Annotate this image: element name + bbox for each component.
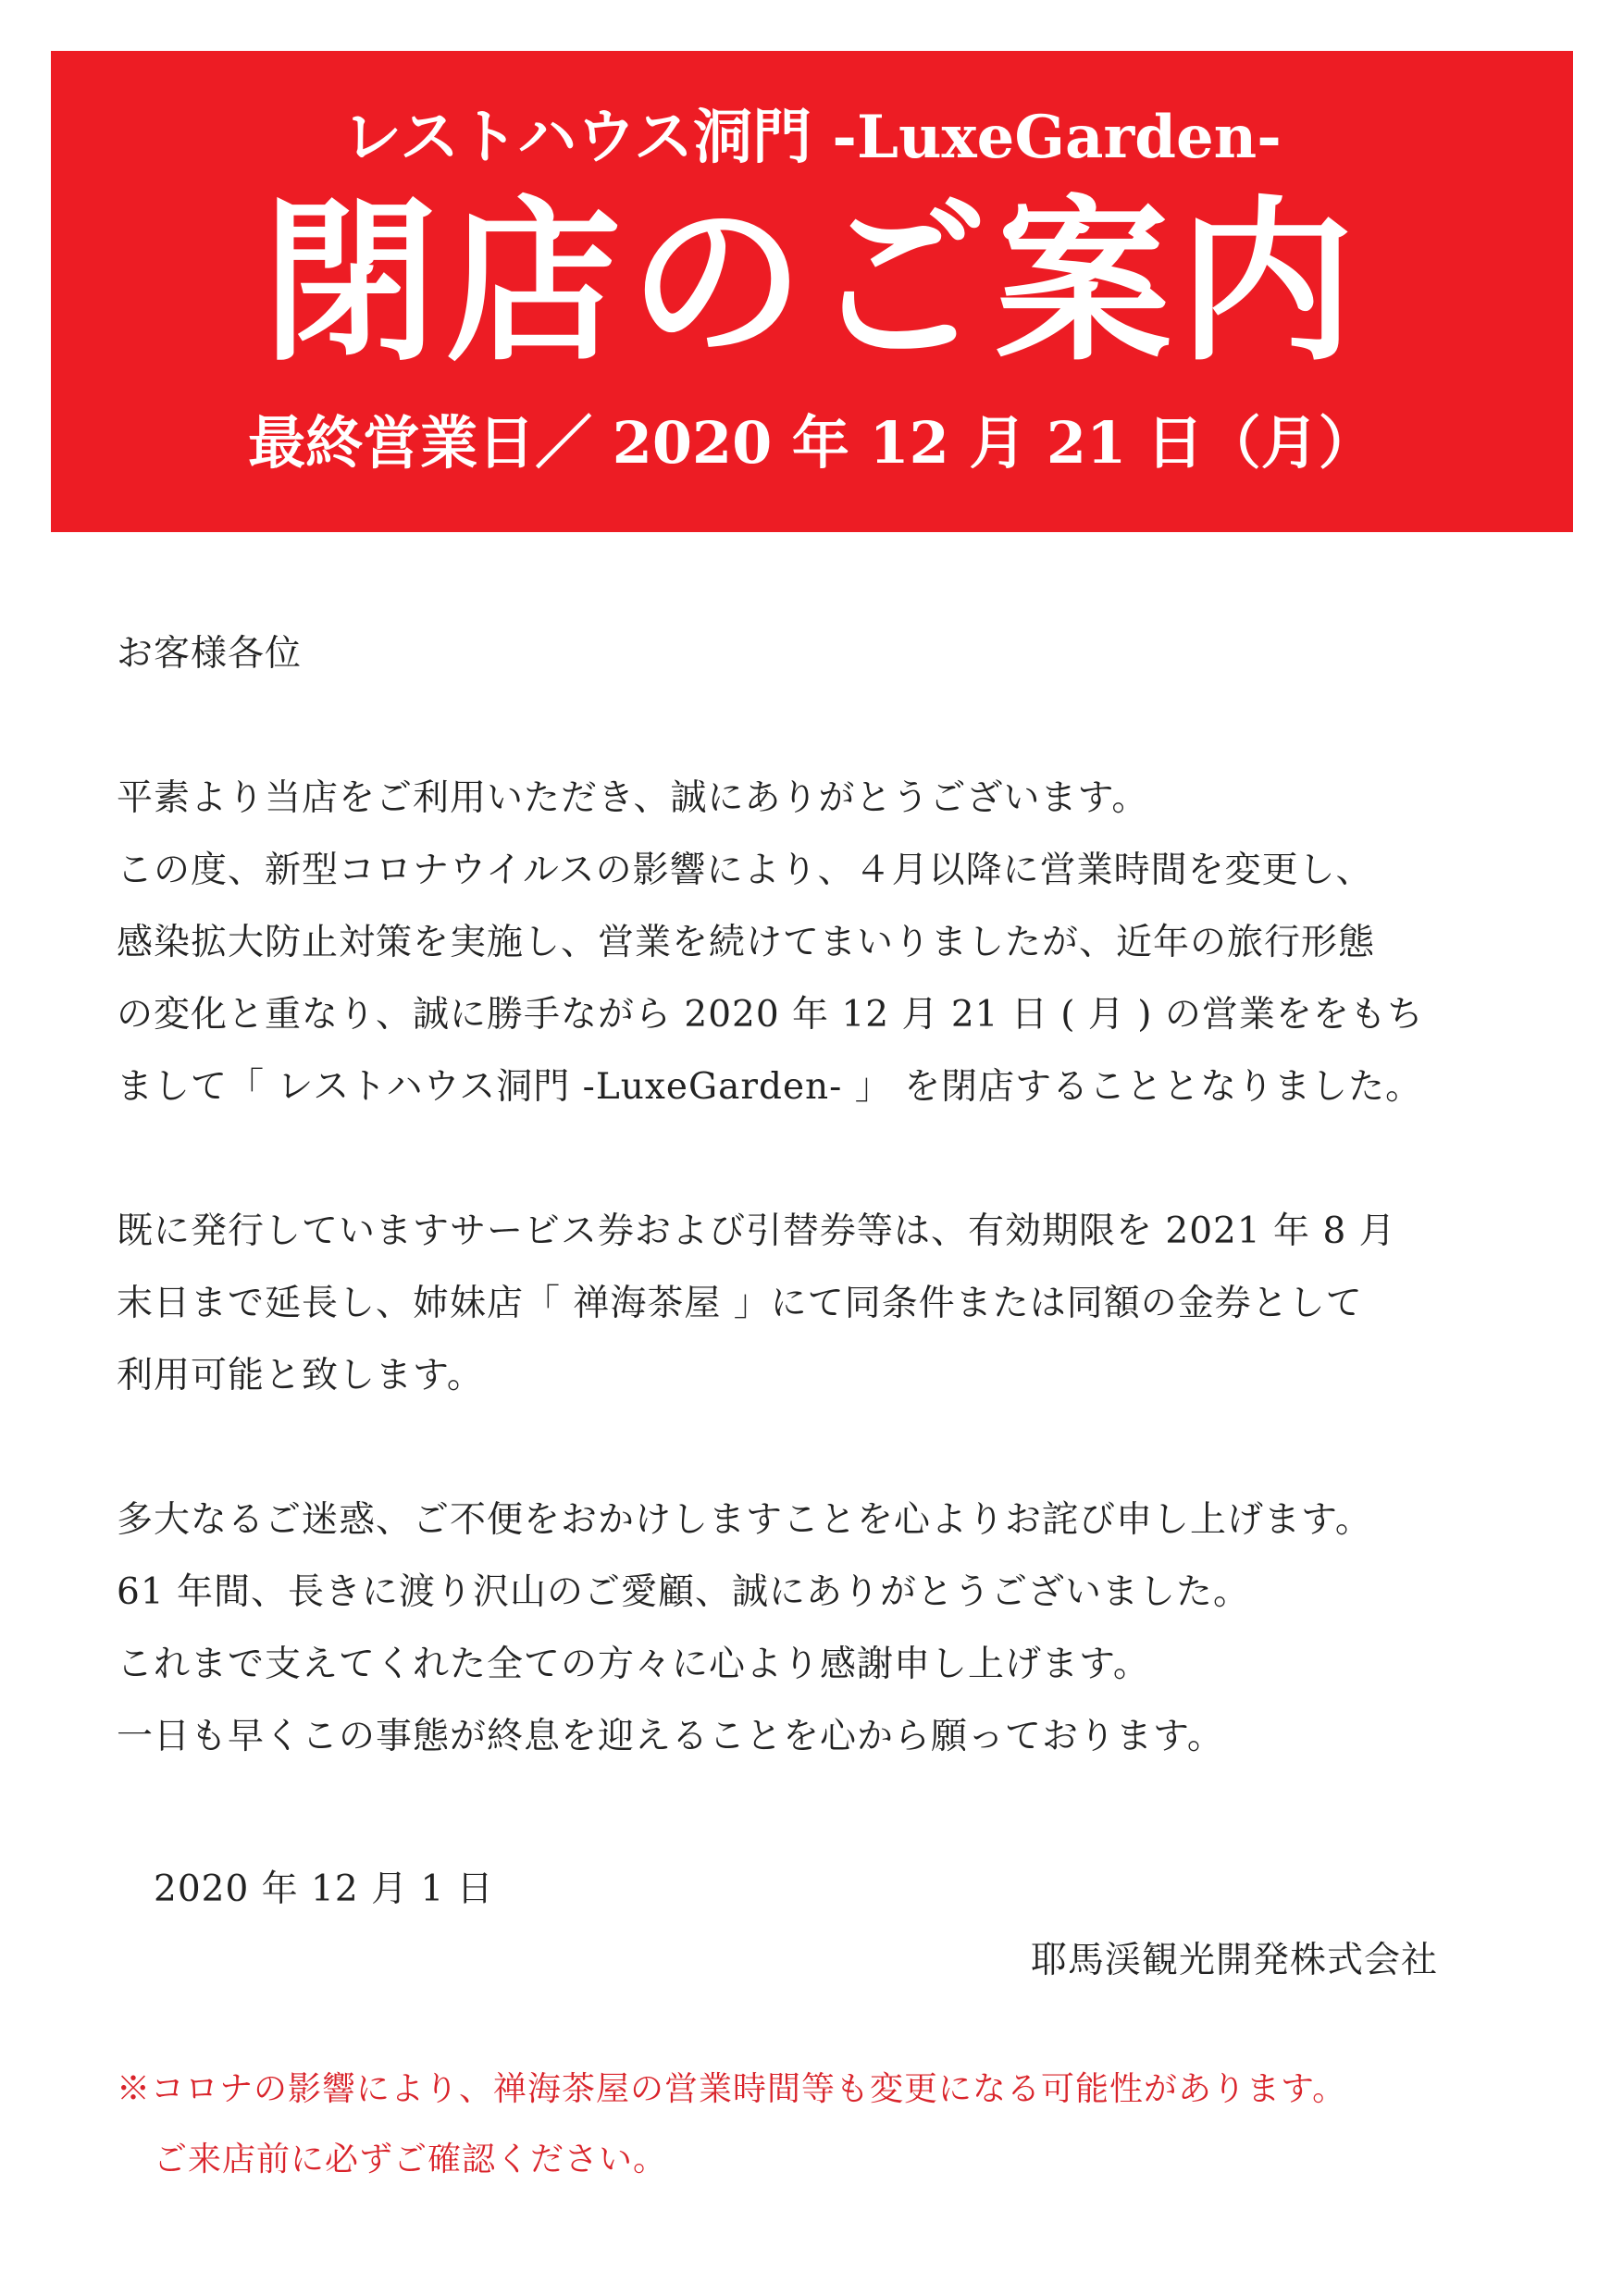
spacer <box>117 690 1560 763</box>
paragraph-greeting <box>117 763 1560 1123</box>
letter-date: 2020 年 12 月 1 日 <box>154 1868 494 1910</box>
spacer <box>117 1412 1560 1484</box>
salutation: お客様各位 <box>117 633 303 675</box>
paragraph-thanks <box>117 1484 1560 1773</box>
paragraph-vouchers <box>117 1196 1560 1412</box>
paragraph-line: この度、新型コロナウイルスの影響により、４月以降に営業時間を変更し、 <box>117 850 1373 891</box>
last-business-day: 最終営業日／ 2020 年 12 月 21 日（月） <box>248 409 1376 477</box>
paragraph-line: の変化と重なり、誠に勝手ながら 2020 年 12 月 21 日 ( 月 ) の営業ををもち <box>117 994 1424 1036</box>
paragraph-line: 感染拡大防止対策を実施し、営業を続けてまいりましたが、近年の旅行形態 <box>117 922 1376 963</box>
letter-body <box>117 618 1560 1773</box>
closing-banner <box>51 51 1573 532</box>
paragraph-line: 末日まで延長し、姉妹店「 禅海茶屋 」にて同条件または同額の金券として <box>117 1283 1363 1324</box>
paragraph-line: まして「 レストハウス洞門 -LuxeGarden- 」 を閉店することとなりました。 <box>117 1066 1423 1108</box>
footnote-line: ご来店前に必ずご確認ください。 <box>154 2141 668 2178</box>
footnote-line: ※コロナの影響により、禅海茶屋の営業時間等も変更になる可能性があります。 <box>117 2070 1347 2108</box>
spacer <box>117 1123 1560 1196</box>
paragraph-line: 一日も早くこの事態が終息を迎えることを心から願っております。 <box>117 1716 1224 1757</box>
footnote <box>117 2054 1346 2195</box>
paragraph-line: 既に発行していますサービス券および引替券等は、有効期限を 2021 年 8 月 <box>117 1210 1396 1252</box>
paragraph-line: 61 年間、長きに渡り沢山のご愛顧、誠にありがとうございました。 <box>117 1571 1251 1613</box>
paragraph-line: 平素より当店をご利用いただき、誠にありがとうございます。 <box>117 777 1149 819</box>
paragraph-line: 多大なるご迷惑、ご不便をおかけしますことを心よりお詫び申し上げます。 <box>117 1499 1372 1541</box>
store-name: レストハウス洞門 -LuxeGarden- <box>342 103 1282 172</box>
paragraph-line: これまで支えてくれた全ての方々に心より感謝申し上げます。 <box>117 1644 1150 1685</box>
company-name: 耶馬渓観光開発株式会社 <box>1030 1940 1438 1981</box>
page-title: 閉店のご案内 <box>262 179 1362 385</box>
paragraph-line: 利用可能と致します。 <box>117 1355 484 1396</box>
